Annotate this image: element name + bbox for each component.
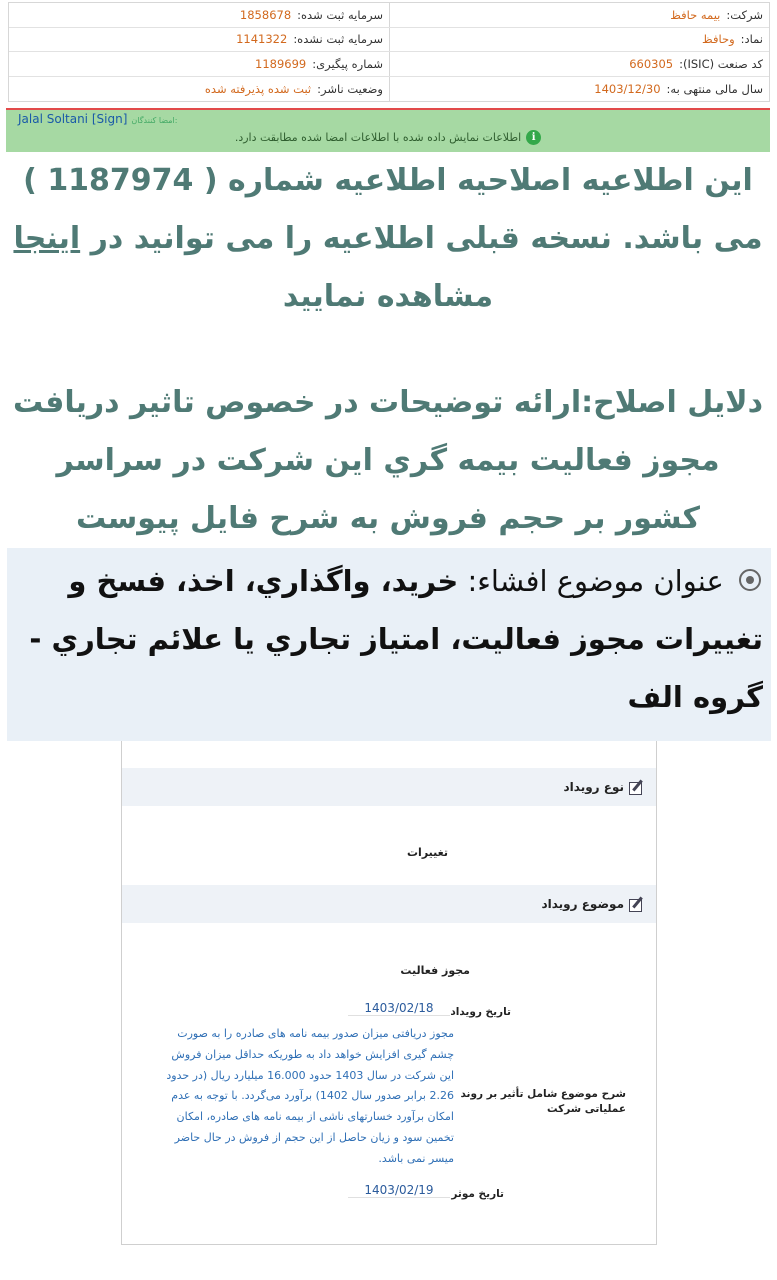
effective-date-label: تاریخ موثر (451, 1188, 504, 1200)
company-cell (389, 3, 769, 27)
announcement-info-table (8, 2, 770, 102)
registered-capital-cell (9, 3, 389, 27)
event-document (121, 741, 657, 1245)
event-subject-value: مجوز فعالیت (400, 964, 470, 977)
info-row (9, 3, 769, 28)
fiscal-year-label: سال مالی منتهی به: (666, 81, 763, 96)
info-row (9, 52, 769, 77)
event-subject-title: موضوع رویداد (541, 897, 624, 911)
target-icon (737, 567, 763, 593)
description-value: مجوز دریافتی میزان صدور بیمه نامه های صادره را به صورت چشم گیری افزایش خواهد داد به طوریکه حداقل میزان فروش این شرکت در سال 1403 حدود 16.000 میلیارد ریال (در حدود 2.26 برابر صدور سال 1402) برآورد می‌گردد. با توجه به عدم امکان برآورد خسارتهای ناشی از بیمه نامه های صادره، امکان تخمین سود و زیان حاصل از این حجم از فروش در حال حاضر میسر نمی باشد. (166, 1027, 454, 1165)
verification-message (6, 130, 770, 145)
previous-version-link[interactable]: اینجا (13, 221, 81, 256)
description-label: شرح موضوع شامل تأثیر بر روند عملیاتی شرکت (460, 1088, 626, 1115)
correction-notice (10, 152, 766, 548)
signer-info (18, 112, 177, 126)
isic-cell (389, 52, 769, 76)
verification-text: اطلاعات نمایش داده شده با اطلاعات امضا شده مطابقت دارد. (234, 131, 522, 144)
symbol-cell (389, 28, 769, 52)
correction-reasons: دلایل اصلاح:ارائه توضیحات در خصوص تاثیر دریافت مجوز فعالیت بیمه گري این شرکت در سراسر کشور بر حجم فروش به شرح فایل پیوست (12, 385, 764, 536)
isic-label: کد صنعت (ISIC): (679, 56, 763, 71)
event-date-label: تاریخ رویداد (450, 1006, 511, 1018)
registered-capital-value: 1858678 (239, 7, 292, 22)
isic-value: 660305 (629, 56, 674, 71)
info-check-icon: i (526, 130, 541, 145)
signers-label: امضا کنندگان: (131, 116, 178, 125)
edit-icon (628, 779, 646, 795)
event-type-header (122, 768, 656, 806)
edit-icon (628, 896, 646, 912)
event-type-title: نوع رویداد (563, 780, 624, 794)
symbol-label: نماد: (740, 32, 763, 47)
unregistered-capital-value: 1141322 (236, 32, 288, 47)
disclosure-subject (7, 548, 771, 741)
info-row (9, 28, 769, 53)
publisher-status-value: ثبت شده پذیرفته شده (204, 81, 312, 96)
signer-name[interactable]: Jalal Soltani [Sign] (18, 112, 128, 126)
tracking-value: 1189699 (255, 56, 307, 71)
registered-capital-label: سرمایه ثبت شده: (297, 7, 383, 22)
signature-bar (6, 110, 770, 152)
company-label: شرکت: (726, 7, 763, 22)
company-value[interactable]: بیمه حافظ (670, 7, 721, 22)
correction-text (10, 152, 766, 326)
publisher-status-label: وضعیت ناشر: (317, 81, 383, 96)
unregistered-capital-label: سرمایه ثبت نشده: (293, 32, 383, 47)
fiscal-year-value: 1403/12/30 (594, 81, 661, 96)
correction-text-before: این اطلاعیه اصلاحیه اطلاعیه شماره ( 1187974 ) می باشد. نسخه قبلی اطلاعیه را می توانید در (23, 163, 763, 256)
symbol-value[interactable]: وحافظ (702, 32, 735, 47)
fiscal-year-cell (389, 77, 769, 102)
event-subject-header (122, 885, 656, 923)
tracking-label: شماره پیگیری: (312, 56, 383, 71)
subject-value: خرید، واگذاري، اخذ، فسخ و تغییرات مجوز فعالیت، امتیاز تجاري یا علائم تجاري - گروه الف (29, 564, 763, 714)
tracking-cell (9, 52, 389, 76)
event-type-value: تغییرات (407, 846, 448, 859)
correction-text-after: مشاهده نمایید (282, 279, 494, 314)
unregistered-capital-cell (9, 28, 389, 52)
info-row (9, 77, 769, 102)
event-date-value: 1403/02/18 (348, 1001, 450, 1016)
effective-date-value: 1403/02/19 (348, 1183, 450, 1198)
publisher-status-cell (9, 77, 389, 102)
subject-label: عنوان موضوع افشاء: (467, 564, 724, 598)
